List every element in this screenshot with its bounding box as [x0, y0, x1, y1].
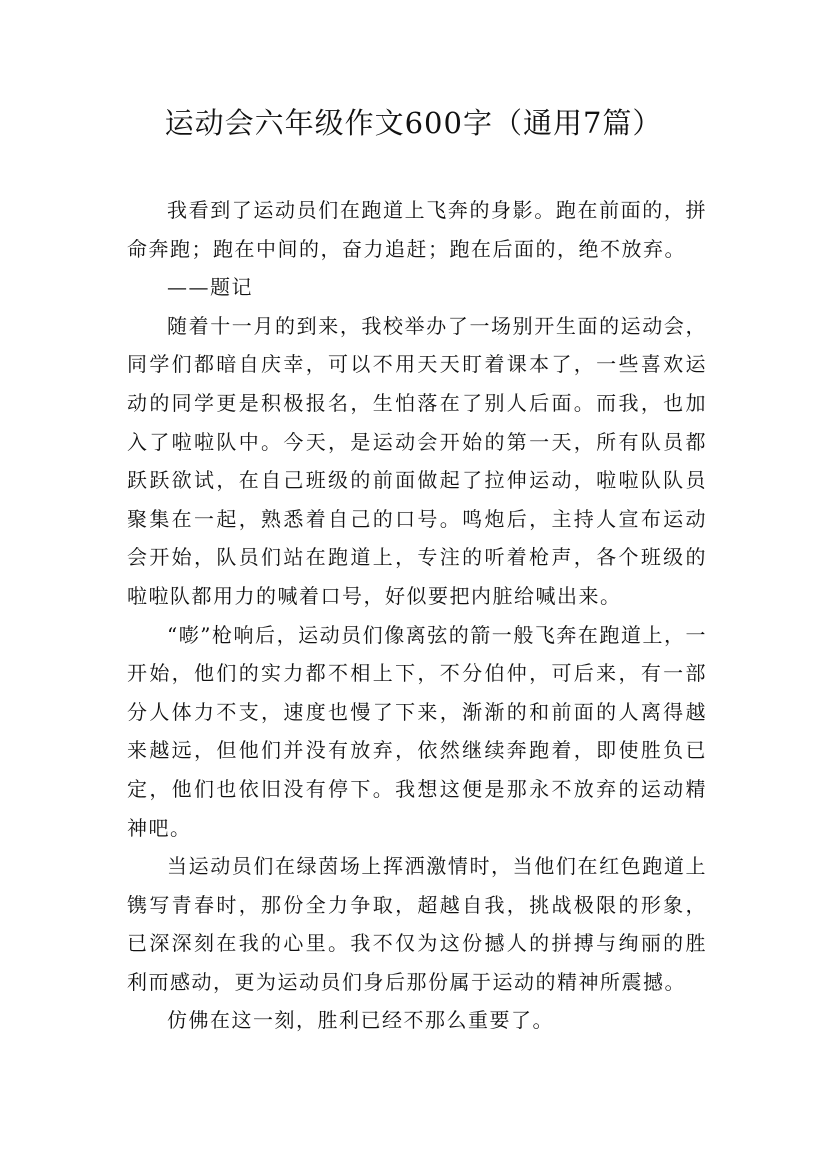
paragraph-race: “嘭”枪响后，运动员们像离弦的箭一般飞奔在跑道上，一开始，他们的实力都不相上下，不分伯仲，可后来，有一部分人体力不支，速度也慢了下来，渐渐的和前面的人离得越来越远，但他们并没有放弃，依然继续奔跑着，即使胜负已定，他们也依旧没有停下。我想这便是那永不放弃的运动精神吧。 — [127, 622, 707, 840]
paragraph-conclusion: 仿佛在这一刻，胜利已经不那么重要了。 — [167, 1008, 554, 1033]
page-title: 运动会六年级作文600字（通用7篇） — [164, 106, 663, 140]
paragraph-sports-meet-start: 随着十一月的到来，我校举办了一场别开生面的运动会，同学们都暗自庆幸，可以不用天天盯着课本了，一些喜欢运动的同学更是积极报名，生怕落在了别人后面。而我，也加入了啦啦队中。今天，是运动会开始的第一天，所有队员都跃跃欲试，在自己班级的前面做起了拉伸运动，啦啦队队员聚集在一起，熟悉着自己的口号。鸣炮后，主持人宣布运动会开始，队员们站在跑道上，专注的听着枪声，各个班级的啦啦队都用力的喊着口号，好似要把内脏给喊出来。 — [127, 313, 707, 608]
essay-body — [127, 191, 707, 1040]
paragraph-reflection: 当运动员们在绿茵场上挥洒激情时，当他们在红色跑道上镌写青春时，那份全力争取，超越自我，挑战极限的形象，已深深刻在我的心里。我不仅为这份撼人的拼搏与绚丽的胜利而感动，更为运动员们身后那份属于运动的精神所震撼。 — [127, 854, 707, 994]
paragraph-epigraph-attribution: ——题记 — [167, 275, 253, 300]
paragraph-intro: 我看到了运动员们在跑道上飞奔的身影。跑在前面的，拼命奔跑；跑在中间的，奋力追赶；跑在后面的，绝不放弃。 — [127, 198, 707, 261]
